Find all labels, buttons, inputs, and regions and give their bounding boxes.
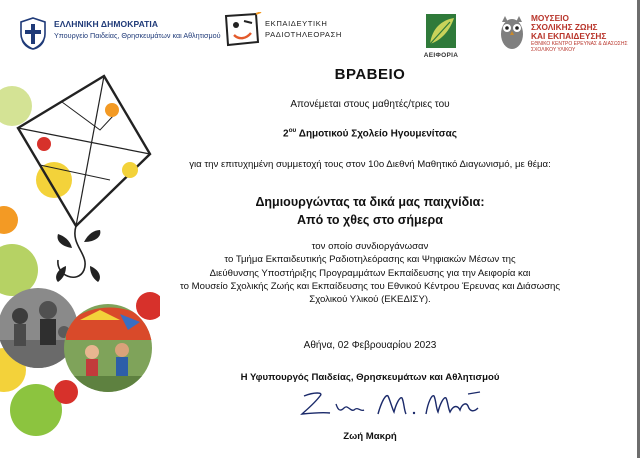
leaf-icon [418, 12, 464, 52]
school-name-text: Δημοτικού Σχολείο Ηγουμενίτσας [296, 128, 457, 140]
edtv-logo [222, 12, 382, 50]
school-name [150, 127, 590, 139]
school-number: 2 [283, 128, 289, 140]
edtv-line1: ΕΚΠΑΙΔΕΥΤΙΚΗ [265, 19, 328, 28]
deco-circle-orange [0, 206, 18, 234]
edtv-name [265, 18, 342, 40]
school-ordinal: ου [288, 127, 297, 134]
greek-emblem-icon [18, 16, 48, 50]
edtv-line2: ΡΑΔΙΟΤΗΛΕΟΡΑΣΗ [265, 30, 342, 39]
museum-logo [496, 12, 636, 56]
aeiforia-label: ΑΕΙΦΟΡΙΑ [423, 52, 459, 59]
signatory-name: Ζωή Μακρή [343, 431, 397, 442]
owl-icon [496, 12, 528, 52]
date-text: Αθήνα, 02 Φεβρουαρίου 2023 [303, 340, 437, 351]
organizers-text [150, 240, 590, 306]
museum-name [531, 14, 606, 41]
deco-circle-green-mid [0, 244, 38, 296]
reason-text: για την επιτυχημένη συμμετοχή τους στον 10ο Διεθνή Μαθητικό Διαγωνισμό, με θέμα: [189, 159, 551, 170]
ministry-title: ΕΛΛΗΝΙΚΗ ΔΗΜΟΚΡΑΤΙΑ [54, 19, 159, 29]
children-photo-right [64, 304, 154, 396]
org-line: Σχολικού Υλικού (ΕΚΕΔΙΣΥ). [309, 294, 431, 306]
edtv-face-icon [222, 12, 262, 48]
awarded-to-text: Απονέμεται στους μαθητές/τριες του [290, 99, 450, 110]
ministry-logo [18, 14, 221, 58]
org-line: τον οποίο συνδιοργάνωσαν [311, 241, 429, 252]
org-line: Διεύθυνσης Υποστήριξης Προγραμμάτων Εκπαίδευσης για την Αειφορία και [209, 267, 531, 279]
certificate-title: ΒΡΑΒΕΙΟ [334, 66, 406, 83]
org-line: το Μουσείο Σχολικής Ζωής και Εκπαίδευσης του Εθνικού Κέντρου Έρευνας και Διάσωσης [179, 280, 560, 292]
kite-illustration [0, 70, 160, 458]
deco-circle-red-small [54, 380, 78, 404]
topic-line1: Δημιουργώντας τα δικά μας παιχνίδια: [255, 195, 485, 209]
museum-line2: ΣΧΟΛΙΚΗΣ ΖΩΗΣ [531, 22, 598, 32]
signature-image [290, 386, 490, 420]
aeiforia-logo [418, 12, 468, 64]
minister-title: Η Υφυπουργός Παιδείας, Θρησκευμάτων και Αθλητισμού [240, 372, 500, 383]
museum-subtitle: ΕΘΝΙΚΟ ΚΕΝΤΡΟ ΕΡΕΥΝΑΣ & ΔΙΑΣΩΣΗΣ ΣΧΟΛΙΚΟΥ ΥΛΙΚΟΥ [531, 41, 628, 53]
deco-circle-green-top [0, 86, 32, 126]
ministry-subtitle: Υπουργείο Παιδείας, Θρησκευμάτων και Αθλητισμού [54, 31, 221, 40]
museum-line3: ΚΑΙ ΕΚΠΑΙΔΕΥΣΗΣ [531, 31, 607, 41]
competition-topic [150, 193, 590, 229]
org-line: το Τμήμα Εκπαιδευτικής Ραδιοτηλεόρασης και Ψηφιακών Μέσων της [224, 254, 516, 266]
museum-line1: ΜΟΥΣΕΙΟ [531, 13, 569, 23]
topic-line2: Από το χθες στο σήμερα [297, 213, 443, 227]
